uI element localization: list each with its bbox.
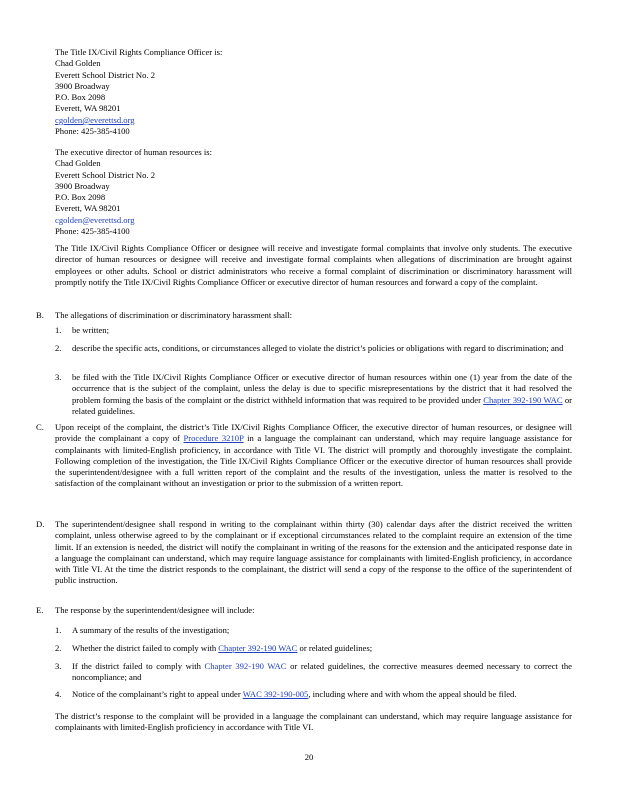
- contact-line: 3900 Broadway: [55, 180, 110, 191]
- contact-line: Chad Golden: [55, 158, 101, 169]
- list-item-text: describe the specific acts, conditions, or circumstances alleged to violate the district’s policies or obligations with regard to discrimination; and: [72, 343, 564, 353]
- email-link[interactable]: cgolden@everettsd.org: [55, 114, 135, 125]
- list-item-text: be filed with the Title IX/Civil Rights Compliance Officer or executive director of human resources within one (1) year from the date of the occurrence that is the subject of the complaint, unless the delay is due to specific misrepresentations by the district that it had resolved the problem forming the basis of the complaint or the district withheld information that was required to be provided under: [72, 372, 572, 405]
- contact-line: The executive director of human resources is:: [55, 147, 213, 157]
- contact-line: 3900 Broadway: [55, 80, 110, 91]
- section-e-closing: The district’s response to the complaint will be provided in a language the complainant can understand, which may require language assistance for complainants with limited-English proficiency in accordance with Title VI.: [55, 711, 572, 733]
- section-e-marker: E.: [36, 605, 44, 615]
- list-item-text: Notice of the complainant’s right to appeal under: [72, 689, 243, 699]
- list-item-text: A summary of the results of the investigation;: [72, 625, 230, 635]
- section-c-text-part: in a language the complainant can understand, which may require language assistance for complainants with limited-English proficiency, in accordance with Title VI. The district will promptly and thoroughly investigate the complaint. Following completion of the investigation, the Title IX/Civil Rights Compliance Officer or the executive director of human resources shall provide the superintendent/designee with a full written report of the complaint and the results of the investigation, unless the matter is resolved to the satisfaction of the complainant without an investigation or prior to the submission of a written report.: [55, 433, 572, 489]
- list-number: 1.: [55, 325, 62, 335]
- list-item-text: or related guidelines, the corrective measures deemed necessary to correct the noncompliance; and: [72, 661, 572, 683]
- list-item-text: be written;: [72, 325, 109, 335]
- list-item-text: or related guidelines.: [72, 394, 572, 416]
- wac-chapter-link[interactable]: Chapter 392-190 WAC: [483, 394, 563, 405]
- intro-paragraph: The Title IX/Civil Rights Compliance Officer or designee will receive and investigate formal complaints that involve only students. The executive director of human resources or designee will receive and investigate formal complaints when allegations of discrimination are brought against employees or other adults. School or district administrators who receive a formal complaint of discrimination or discriminatory harassment will promptly notify the Title IX/Civil Rights Compliance Officer or executive director of human resources and forward a copy of the complaint.: [55, 243, 572, 287]
- list-number: 1.: [55, 625, 62, 635]
- section-b-text: The allegations of discrimination or discriminatory harassment shall:: [55, 310, 292, 320]
- contact-phone: Phone: 425-385-4100: [55, 226, 130, 237]
- contact-line: Everett, WA 98201: [55, 103, 121, 114]
- wac-chapter-link[interactable]: Chapter 392-190 WAC: [218, 643, 298, 653]
- section-e-text: The response by the superintendent/designee will include:: [55, 605, 255, 615]
- list-number: 2.: [55, 343, 62, 353]
- list-item-text: Whether the district failed to comply with: [72, 643, 219, 653]
- section-c-text-part: Upon receipt of the complaint, the district’s Title IX/Civil Rights Compliance Officer, the executive director of human resources, or designee will provide the complainant a copy of: [55, 422, 572, 444]
- compliance-officer-contact: [55, 47, 222, 137]
- list-item-text: , including where and with whom the appeal should be filed.: [308, 689, 517, 699]
- contact-line: Everett School District No. 2: [55, 169, 156, 180]
- list-number: 2.: [55, 643, 62, 653]
- section-c-text: [55, 422, 572, 490]
- list-number: 3.: [55, 372, 62, 382]
- list-item: [72, 689, 572, 700]
- section-d-text: The superintendent/designee shall respond in writing to the complainant within thirty (30) calendar days after the district received the written complaint, unless otherwise agreed to by the complainant or if exceptional circumstances related to the complaint require an extension of the time limit. If an extension is needed, the district will notify the complainant in writing of the reasons for the extension and the anticipated response date in a language the complainant can understand, which may require language assistance for complainants with limited-English proficiency, in accordance with Title VI. At the time the district responds to the complainant, the district will send a copy of the response to the office of the superintendent of public instruction.: [55, 519, 572, 586]
- contact-line: The Title IX/Civil Rights Compliance Officer is:: [55, 47, 223, 57]
- hr-director-contact: [55, 147, 212, 237]
- section-b-marker: B.: [36, 310, 44, 320]
- email-link[interactable]: cgolden@everettsd.org: [55, 214, 135, 225]
- contact-line: Chad Golden: [55, 58, 101, 69]
- wac-392-190-005-link[interactable]: WAC 392-190-005: [242, 689, 309, 699]
- wac-chapter-link[interactable]: Chapter 392-190 WAC: [204, 661, 287, 671]
- list-number: 3.: [55, 661, 62, 671]
- list-item: [72, 372, 572, 417]
- contact-line: P.O. Box 2098: [55, 92, 106, 103]
- list-item-text: or related guidelines;: [297, 643, 373, 653]
- section-d-marker: D.: [36, 519, 45, 529]
- list-item-text: If the district failed to comply with: [72, 661, 205, 671]
- procedure-3210p-link[interactable]: Procedure 3210P: [183, 433, 244, 444]
- contact-line: Everett School District No. 2: [55, 69, 156, 80]
- list-item: [72, 643, 572, 654]
- list-number: 4.: [55, 689, 62, 699]
- list-item: [72, 661, 572, 684]
- contact-line: P.O. Box 2098: [55, 192, 106, 203]
- page-number: 20: [304, 752, 314, 762]
- contact-phone: Phone: 425-385-4100: [55, 126, 130, 137]
- section-c-marker: C.: [36, 422, 44, 432]
- contact-line: Everett, WA 98201: [55, 203, 121, 214]
